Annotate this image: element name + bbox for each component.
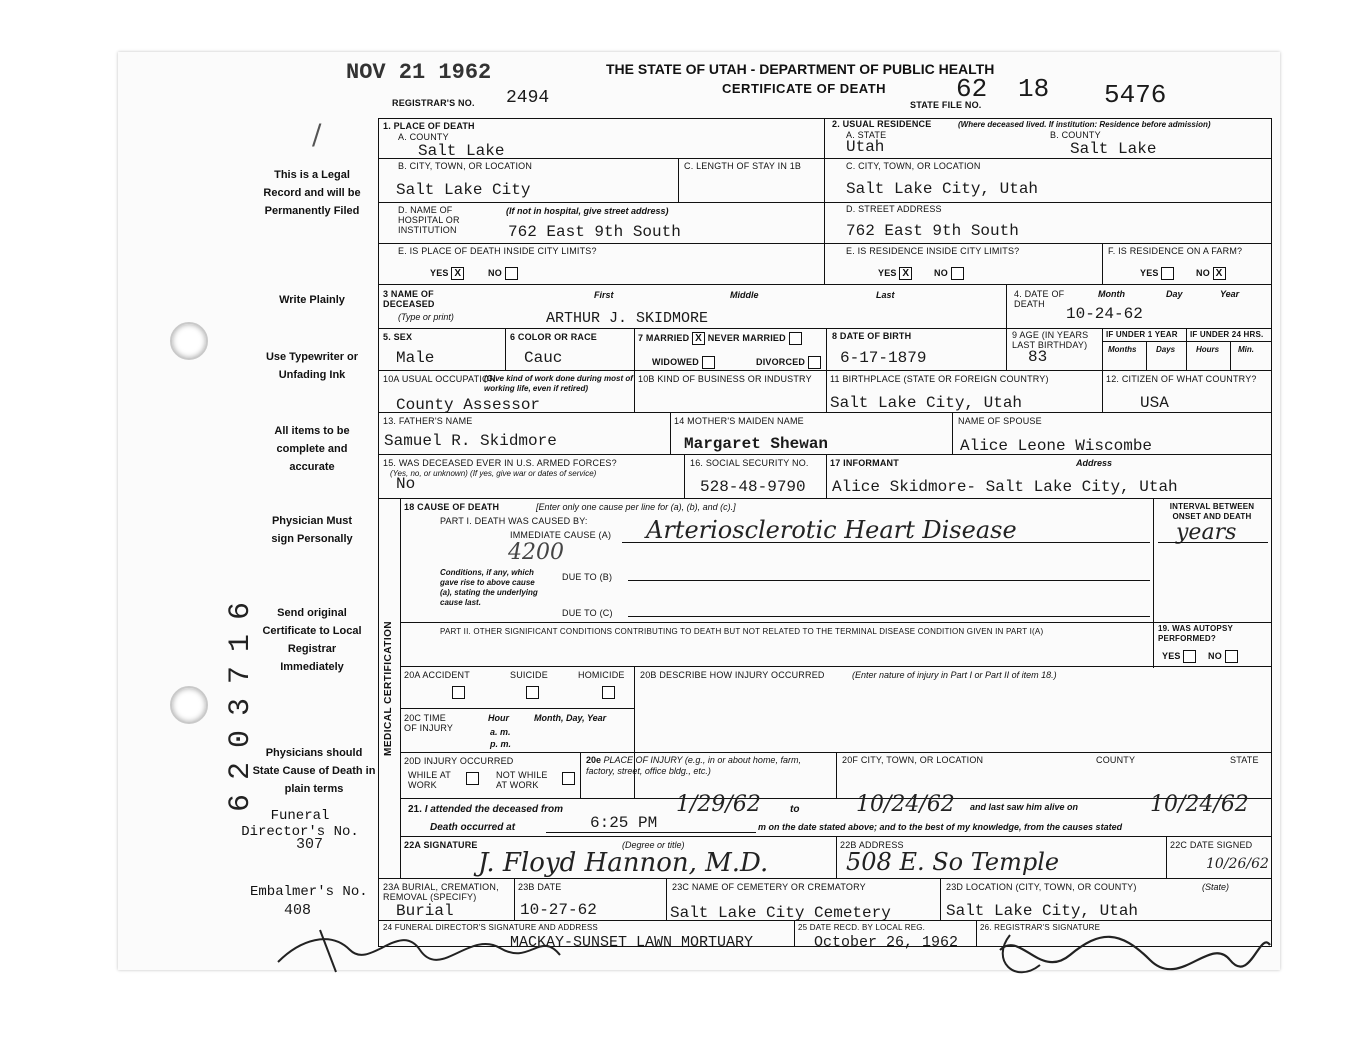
date-received-value: October 26, 1962 <box>814 934 959 951</box>
residence-state-label: A. STATE <box>846 130 887 140</box>
registrar-no: 2494 <box>506 88 550 108</box>
statement-text: m on the date stated above; and to the best of my knowledge, from the causes stated <box>758 822 1123 832</box>
informant-value: Alice Skidmore- Salt Lake City, Utah <box>832 478 1178 496</box>
injury-county-label: COUNTY <box>1096 755 1136 765</box>
birthplace-label: BIRTHPLACE (STATE OR FOREIGN COUNTRY) <box>842 374 1049 384</box>
physician-address-value: 508 E. So Temple <box>846 848 1060 876</box>
citizen-value: USA <box>1140 394 1169 412</box>
funeral-director-no: 307 <box>296 836 324 853</box>
middle-name-label: Middle <box>730 290 759 300</box>
deceased-name-label: NAME OF DECEASED <box>383 289 435 309</box>
cause-code: 4200 <box>508 540 564 565</box>
hospital-note: (If not in hospital, give street address) <box>506 206 669 216</box>
residence-county-label: B. COUNTY <box>1050 130 1101 140</box>
state-file-label: STATE FILE NO. <box>910 100 982 110</box>
death-county-label: A. COUNTY <box>398 132 449 142</box>
burial-date-value: 10-27-62 <box>520 901 597 919</box>
funeral-director-signature-scrawl <box>278 939 560 962</box>
dob-value: 6-17-1879 <box>840 349 927 367</box>
residence-city-value: Salt Lake City, Utah <box>846 180 1039 198</box>
burial-date-label: DATE <box>537 882 562 892</box>
residence-inside-yes: YES X <box>878 267 912 280</box>
under-1-year-label: IF UNDER 1 YEAR <box>1106 330 1178 339</box>
burial-value: Burial <box>396 902 454 920</box>
cause-of-death-note: Physicians should State Cause of Death in plain terms <box>252 747 376 795</box>
under-24-hours-label: IF UNDER 24 HRS. <box>1190 330 1264 339</box>
occupation-label: USUAL OCCUPATION <box>401 374 496 384</box>
months-label: Months <box>1108 345 1137 354</box>
informant-address-label: Address <box>1076 458 1113 468</box>
residence-county-value: Salt Lake <box>1070 140 1157 158</box>
hours-label: Hours <box>1196 345 1220 354</box>
homicide-label: HOMICIDE <box>578 670 625 680</box>
autopsy-no: NO <box>1208 650 1238 663</box>
residence-inside-yes-checkbox[interactable]: X <box>899 267 912 280</box>
residence-inside-no: NO <box>934 267 964 280</box>
due-to-b-label: DUE TO (B) <box>562 572 613 582</box>
farm-label: F. IS RESIDENCE ON A FARM? <box>1108 246 1243 256</box>
last-saw-value: 10/24/62 <box>1150 792 1249 817</box>
farm-no: NO X <box>1196 267 1226 280</box>
degree-label: (Degree or title) <box>622 840 685 850</box>
part-1-label: PART I. DEATH WAS CAUSED BY: <box>440 516 588 526</box>
death-inside-no: NO <box>488 267 518 280</box>
last-saw-label: and last saw him alive on <box>970 802 1079 812</box>
injury-state-label: STATE <box>1230 755 1259 765</box>
department-title: THE STATE OF UTAH - DEPARTMENT OF PUBLIC HEALTH <box>606 61 995 77</box>
last-name-label: Last <box>876 290 895 300</box>
burial-state-label: (State) <box>1202 882 1230 892</box>
funeral-director-sig-label: FUNERAL DIRECTOR'S SIGNATURE AND ADDRESS <box>394 923 598 932</box>
type-or-print-note: (Type or print) <box>398 312 454 322</box>
cause-a-value: Arteriosclerotic Heart Disease <box>646 516 1017 544</box>
place-of-injury-label: PLACE OF INJURY (e.g., in or about home, farm, factory, street, office bldg., etc.) <box>586 755 801 776</box>
age-value: 83 <box>1028 348 1048 366</box>
death-county-value: Salt Lake <box>418 142 505 160</box>
year-label: Year <box>1220 289 1240 299</box>
interval-label: INTERVAL BETWEEN ONSET AND DEATH <box>1169 502 1255 521</box>
medical-certification-label: MEDICAL CERTIFICATION <box>383 620 394 756</box>
death-inside-yes: YES X <box>430 267 464 280</box>
attended-to-value: 10/24/62 <box>856 792 955 817</box>
not-while-at-work-label: NOT WHILE AT WORK <box>496 770 548 790</box>
usual-residence-label: USUAL RESIDENCE <box>842 119 932 129</box>
cause-note: [Enter only one cause per line for (a), (b), and (c).] <box>536 502 736 512</box>
state-file-part-a: 62 <box>956 74 988 104</box>
received-stamp: NOV 21 1962 <box>346 60 492 85</box>
injury-city-label: CITY, TOWN, OR LOCATION <box>860 755 984 765</box>
citizen-label: CITIZEN OF WHAT COUNTRY? <box>1121 374 1257 384</box>
mother-value: Margaret Shewan <box>684 435 829 453</box>
registrar-signature-scrawl <box>1000 937 1270 969</box>
check-tick-mark: / <box>312 118 322 151</box>
armed-forces-label: WAS DECEASED EVER IN U.S. ARMED FORCES? <box>398 458 617 468</box>
am-pm-label: a. m. p. m. <box>490 727 512 749</box>
interval-value: years <box>1176 520 1237 545</box>
ssn-label: SOCIAL SECURITY NO. <box>705 458 809 468</box>
state-file-part-c: 5476 <box>1104 80 1167 110</box>
attended-label: I attended the deceased from <box>424 804 564 815</box>
to-label: to <box>790 804 800 815</box>
registrar-signature-label: REGISTRAR'S SIGNATURE <box>994 923 1101 932</box>
due-to-c-label: DUE TO (C) <box>562 608 613 618</box>
state-file-part-b: 18 <box>1018 74 1050 104</box>
married-checkbox[interactable]: X <box>692 332 705 345</box>
death-city-value: Salt Lake City <box>396 181 531 199</box>
minutes-label: Min. <box>1238 345 1254 354</box>
farm-no-checkbox[interactable]: X <box>1213 267 1226 280</box>
physician-address-label: ADDRESS <box>858 840 904 850</box>
dob-label: DATE OF BIRTH <box>839 331 912 341</box>
color-race-value: Cauc <box>524 349 563 367</box>
mother-label: MOTHER'S MAIDEN NAME <box>687 416 804 426</box>
funeral-director-label: Funeral Director's No. <box>241 808 359 840</box>
residence-state-value: Utah <box>846 138 885 156</box>
informant-label: INFORMANT <box>843 458 899 468</box>
describe-injury-note: (Enter nature of injury in Part I or Part II of item 18.) <box>852 670 1057 680</box>
complete-note: All items to be complete and accurate <box>274 425 350 473</box>
cemetery-label: NAME OF CEMETERY OR CREMATORY <box>691 882 866 892</box>
sex-label: SEX <box>393 332 413 342</box>
typewriter-note: Use Typewriter or Unfading Ink <box>265 351 359 381</box>
first-name-label: First <box>594 290 614 300</box>
street-address-value: 762 East 9th South <box>846 222 1019 240</box>
hospital-value: 762 East 9th South <box>508 223 681 241</box>
accident-label: ACCIDENT <box>422 670 470 680</box>
legal-record-note: This is a Legal Record and will be Permanently Filed <box>263 169 361 217</box>
death-city-label: B. CITY, TOWN, OR LOCATION <box>398 161 533 171</box>
deceased-name-value: ARTHUR J. SKIDMORE <box>546 310 709 327</box>
father-value: Samuel R. Skidmore <box>384 432 557 450</box>
burial-location-label: LOCATION (CITY, TOWN, OR COUNTY) <box>965 882 1137 892</box>
birthplace-value: Salt Lake City, Utah <box>830 394 1023 412</box>
describe-injury-label: DESCRIBE HOW INJURY OCCURRED <box>659 670 825 680</box>
burial-location-value: Salt Lake City, Utah <box>946 902 1139 920</box>
death-inside-yes-checkbox[interactable]: X <box>451 267 464 280</box>
date-of-death-label: DATE OF DEATH <box>1014 289 1065 309</box>
street-address-label: D. STREET ADDRESS <box>846 204 942 214</box>
date-received-label: DATE RECD. BY LOCAL REG. <box>809 923 926 932</box>
conditions-note: Conditions, if any, which gave rise to above cause (a), stating the underlying cause last. <box>440 568 538 607</box>
mortuary-value: MACKAY-SUNSET LAWN MORTUARY <box>510 934 754 951</box>
burial-label: BURIAL, CREMATION, REMOVAL (SPECIFY) <box>383 882 499 902</box>
age-label: AGE (IN YEARS LAST BIRTHDAY) <box>1012 330 1089 350</box>
length-of-stay-label: C. LENGTH OF STAY IN 1B <box>684 161 802 171</box>
certificate-title: CERTIFICATE OF DEATH <box>722 81 887 96</box>
hospital-label: D. NAME OF HOSPITAL OR INSTITUTION <box>398 205 460 235</box>
sex-value: Male <box>396 349 435 367</box>
death-inside-city-label: E. IS PLACE OF DEATH INSIDE CITY LIMITS? <box>398 246 597 256</box>
color-race-label: COLOR OR RACE <box>517 332 598 342</box>
suicide-label: SUICIDE <box>510 670 548 680</box>
day-label: Day <box>1166 289 1183 299</box>
armed-forces-note: (Yes, no, or unknown) (If yes, give war or dates of service) <box>390 469 597 478</box>
injury-occurred-label: INJURY OCCURRED <box>423 756 514 766</box>
death-occurred-label: Death occurred at <box>430 822 516 833</box>
write-plainly-note: Write Plainly <box>279 294 345 306</box>
signature-label: SIGNATURE <box>423 840 478 850</box>
date-signed-label: DATE SIGNED <box>1189 840 1253 850</box>
hour-label: Hour <box>488 713 509 723</box>
place-of-death-label: 1. PLACE OF DEATH <box>383 121 475 131</box>
registrar-no-label: REGISTRAR'S NO. <box>392 98 475 108</box>
send-original-note: Send original Certificate to Local Registrar Immediately <box>262 607 362 673</box>
days-label: Days <box>1156 345 1176 354</box>
death-time-value: 6:25 PM <box>590 814 658 832</box>
part-2-label: PART II. OTHER SIGNIFICANT CONDITIONS CONTRIBUTING TO DEATH BUT NOT RELATED TO THE TERMINAL DISEASE CONDITION GIVEN IN PART I(A) <box>440 627 1044 636</box>
physician-signature: J. Floyd Hannon, M.D. <box>478 848 769 878</box>
farm-yes: YES <box>1140 267 1174 280</box>
residence-note: (Where deceased lived. If institution: Residence before admission) <box>958 120 1211 129</box>
cemetery-value: Salt Lake City Cemetery <box>670 904 891 922</box>
physician-note: Physician Must sign Personally <box>271 515 353 545</box>
attended-from-value: 1/29/62 <box>676 792 761 817</box>
immediate-cause-label: IMMEDIATE CAUSE (A) <box>510 530 612 540</box>
cause-of-death-label: CAUSE OF DEATH <box>417 502 500 512</box>
residence-inside-city-label: E. IS RESIDENCE INSIDE CITY LIMITS? <box>846 246 1020 256</box>
armed-forces-value: No <box>396 475 416 493</box>
date-signed-value: 10/26/62 <box>1206 856 1269 872</box>
date-of-death-value: 10-24-62 <box>1066 305 1143 323</box>
occupation-value: County Assessor <box>396 396 541 414</box>
spouse-label: NAME OF SPOUSE <box>958 416 1042 426</box>
embalmer-no: 408 <box>284 902 312 919</box>
residence-city-label: C. CITY, TOWN, OR LOCATION <box>846 161 981 171</box>
month-label: Month <box>1098 289 1125 299</box>
serial-number: 6203716 <box>224 587 258 812</box>
month-day-year-label: Month, Day, Year <box>534 713 607 723</box>
time-of-injury-label: TIME OF INJURY <box>404 713 454 733</box>
occupation-note: (Give kind of work done during most of working life, even if retired) <box>484 374 633 393</box>
while-at-work-label: WHILE AT WORK <box>408 770 451 790</box>
autopsy-yes: YES <box>1162 650 1196 663</box>
autopsy-label: WAS AUTOPSY PERFORMED? <box>1158 624 1233 643</box>
business-label: KIND OF BUSINESS OR INDUSTRY <box>657 374 812 384</box>
spouse-value: Alice Leone Wiscombe <box>960 437 1153 455</box>
father-label: FATHER'S NAME <box>398 416 473 426</box>
embalmer-label: Embalmer's No. <box>250 884 368 900</box>
ssn-value: 528-48-9790 <box>700 478 806 496</box>
